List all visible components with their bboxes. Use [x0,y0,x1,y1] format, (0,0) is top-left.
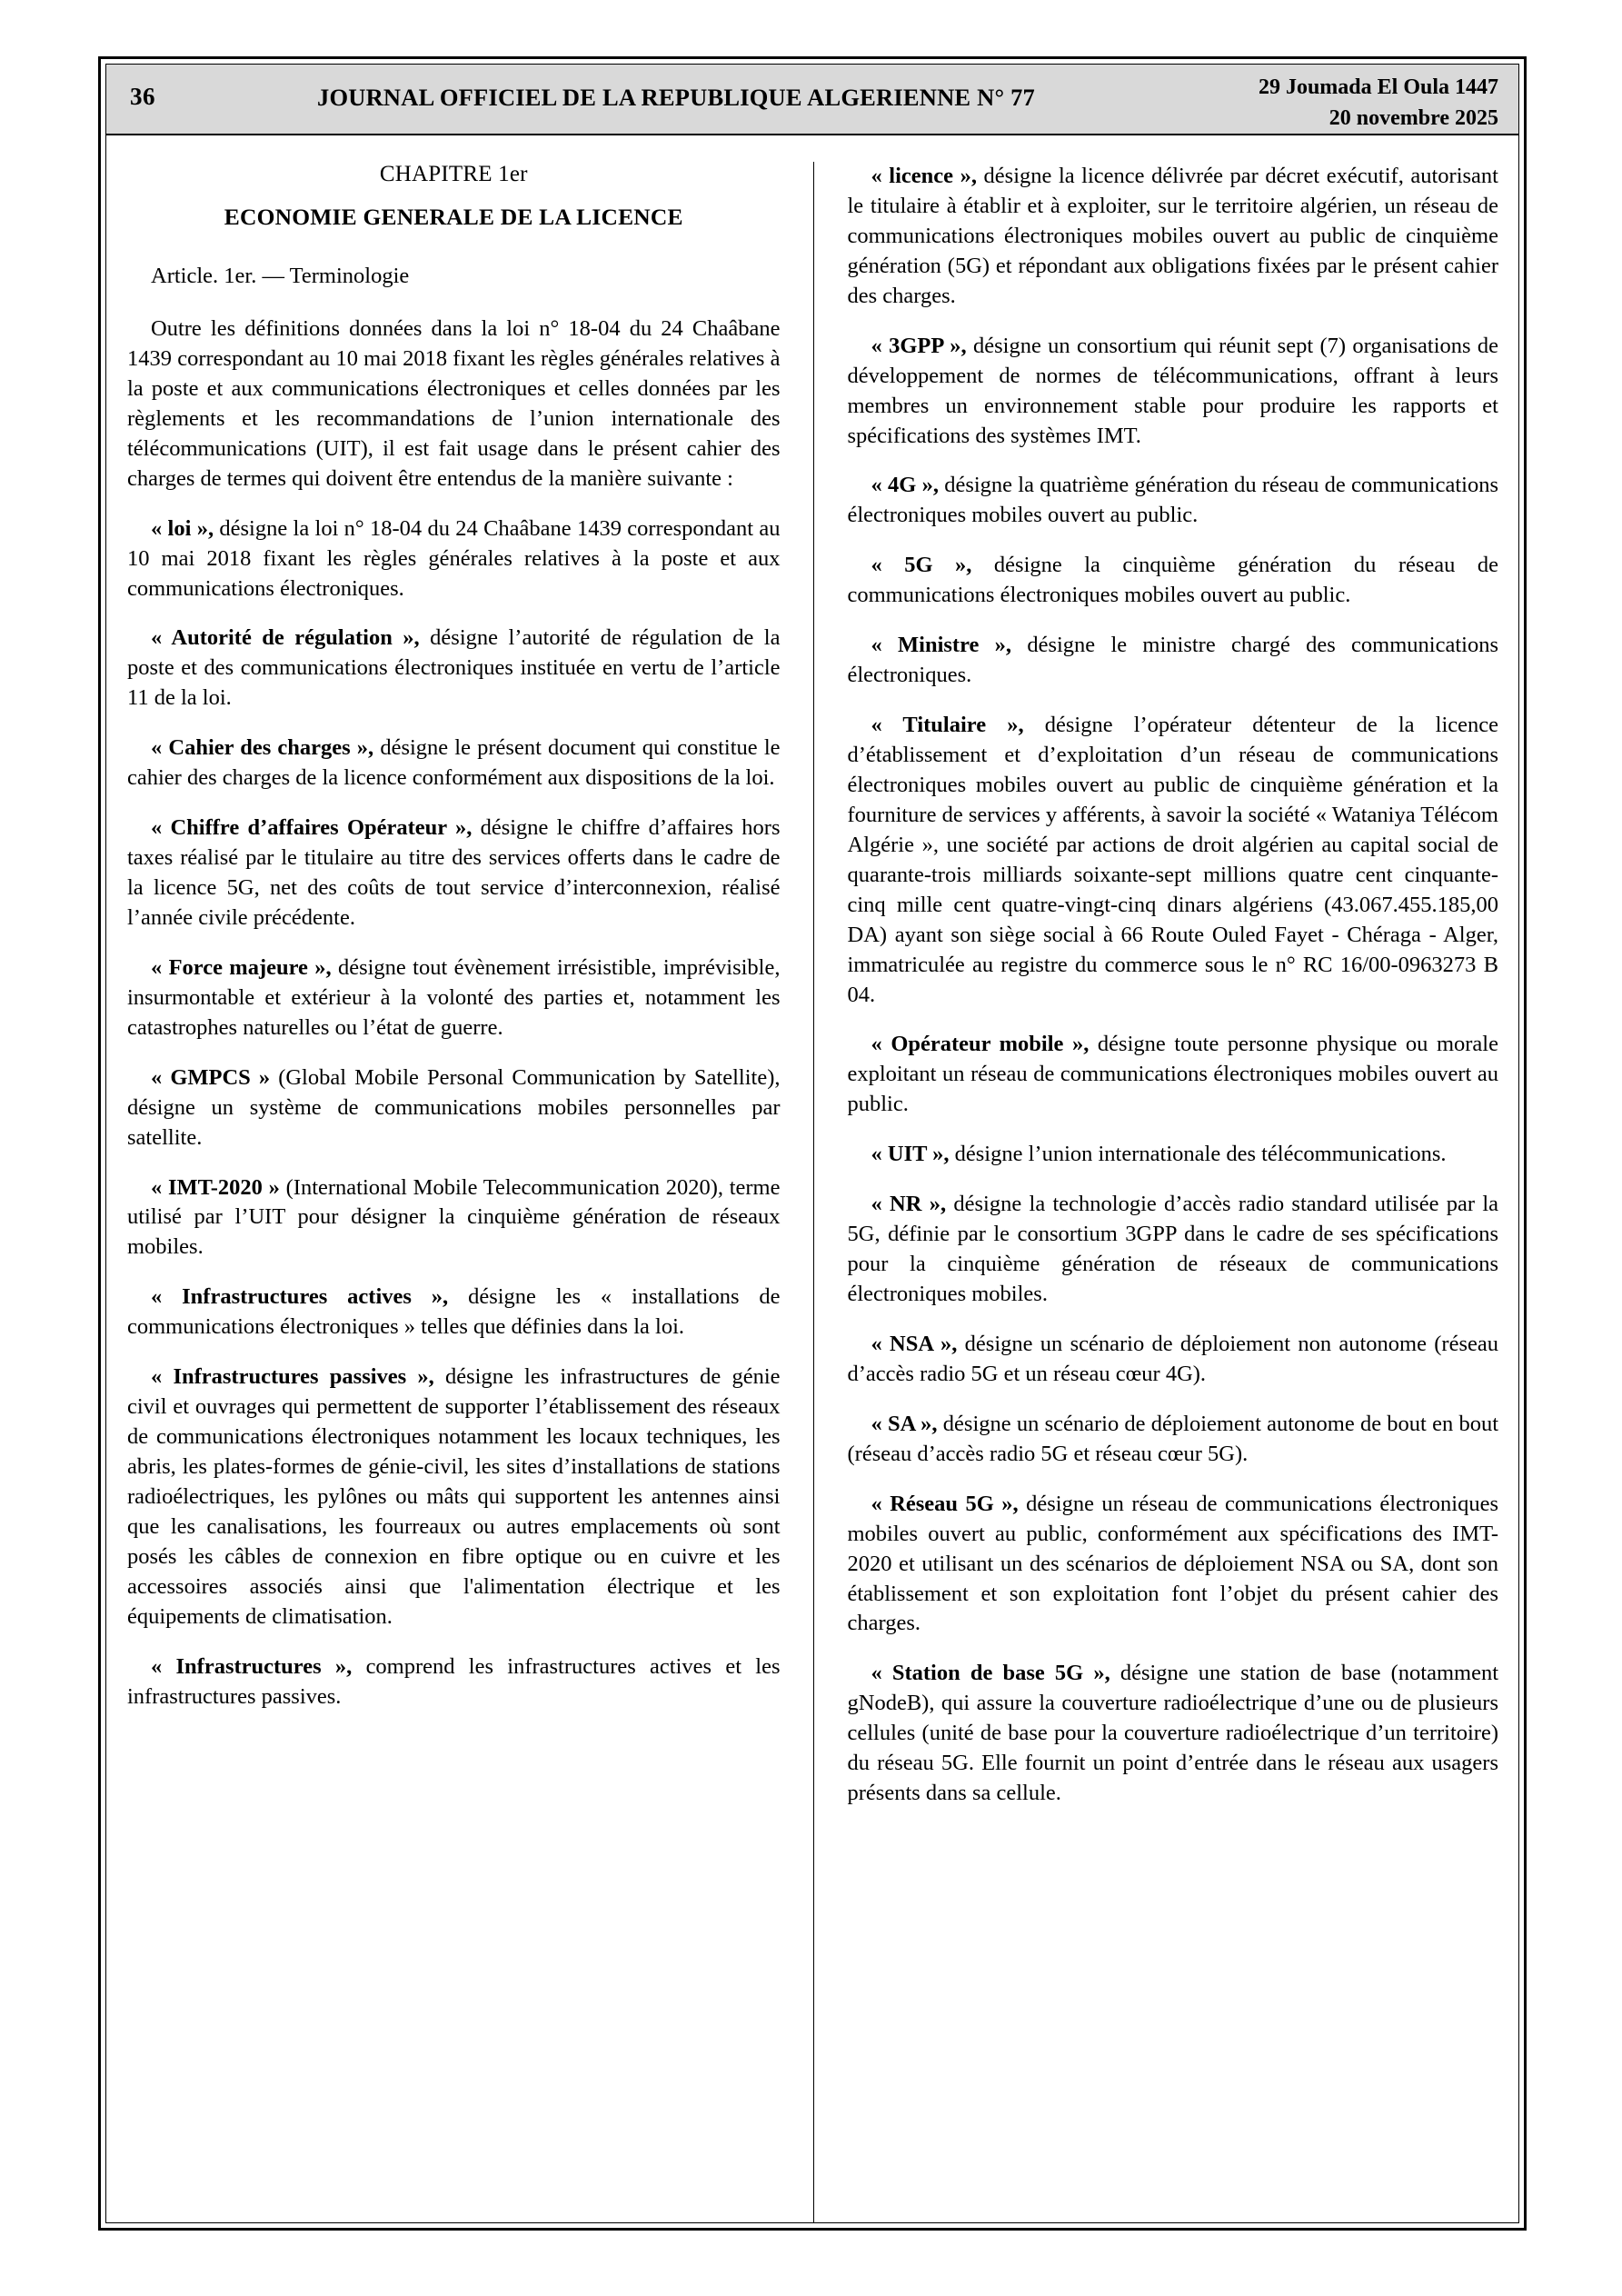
definition-term: « 4G », [871,473,939,498]
definition-paragraph [848,1140,1499,1170]
definition-term: « SA », [871,1411,938,1436]
definition-paragraph [848,1659,1499,1809]
definition-term: « loi », [151,515,214,541]
definition-paragraph [848,711,1499,1010]
definition-term: « Infrastructures », [151,1653,353,1679]
definition-paragraph [127,814,781,933]
definition-text: désigne toute personne physique ou morale exploitant un réseau de communications électroniques mobiles ouvert au public. [847,1032,1498,1117]
definition-term: « Titulaire », [871,713,1024,738]
definition-term: « Autorité de régulation », [151,625,420,651]
definition-text: désigne un scénario de déploiement non autonome (réseau d’accès radio 5G et un réseau cœur 4G). [847,1331,1498,1386]
definition-term: « Force majeure », [151,954,332,980]
journal-title: JOURNAL OFFICIEL DE LA REPUBLIQUE ALGERIENNE N° 77 [317,84,1035,111]
definition-term: « 3GPP », [871,333,967,358]
left-column [127,162,813,2212]
header-dates [1259,72,1498,134]
chapter-title: ECONOMIE GENERALE DE LA LICENCE [224,204,683,230]
date-gregorian: 20 novembre 2025 [1328,106,1498,131]
definition-paragraph [127,514,781,604]
definition-term: « Ministre », [871,633,1012,658]
page-content [127,162,1498,2212]
definition-text: désigne une station de base (notamment gNodeB), qui assure la couverture radioélectrique d’une ou de plusieurs cellules (unité de base pour la couverture radioélectrique d’un territoire) du réseau 5G. Elle fournit un point d’entrée dans le réseau aux usagers présents dans sa cellule. [847,1661,1499,1806]
definition-paragraph [127,1283,781,1343]
definition-paragraph [848,551,1499,611]
definition-paragraph [848,1410,1499,1470]
definition-text: désigne le chiffre d’affaires hors taxes réalisé par le titulaire au titre des services offerts dans le cadre de la licence 5G, net des coûts de tout service d’interconnexion, réalisé l’année civile précédente. [127,815,781,930]
definition-text: (International Mobile Telecommunication 2020), terme utilisé par l’UIT pour désigner la cinquième génération de réseaux mobiles. [127,1174,781,1260]
definition-paragraph [848,631,1499,691]
definition-paragraph [848,471,1499,531]
definition-text: désigne la technologie d’accès radio standard utilisée par la 5G, définie par le consortium 3GPP dans le cadre de ses spécifications pour la cinquième génération de réseaux de communications électroniques mobiles. [847,1192,1498,1306]
date-hijri: 29 Joumada El Oula 1447 [1258,75,1498,99]
definition-term: « 5G », [871,553,972,578]
definition-paragraph [848,1030,1499,1120]
definition-text: désigne les « installations de communications électroniques » telles que définies dans la loi. [127,1284,781,1340]
article-heading: Article. 1er. — Terminologie [151,264,410,288]
definition-text: désigne l’union internationale des télécommunications. [949,1142,1447,1167]
definition-term: « Infrastructures actives », [151,1284,449,1310]
definition-term: « Station de base 5G », [871,1661,1110,1686]
definition-term: « Infrastructures passives », [151,1364,434,1390]
definition-text: désigne un réseau de communications électroniques mobiles ouvert au public, conformément aux spécifications des IMT-2020 et utilisant un des scénarios de déploiement NSA ou SA, dont son établissement et son exploitation font l’objet du présent cahier des charges. [847,1491,1498,1636]
definition-paragraph [127,1652,781,1712]
definition-term: « licence », [871,164,977,188]
definition-text: désigne la quatrième génération du réseau de communications électroniques mobiles ouvert au public. [847,473,1498,528]
definition-term: « GMPCS » [151,1064,271,1090]
definition-text: désigne un consortium qui réunit sept (7) organisations de développement de normes de télécommunications, offrant à leurs membres un environnement stable pour produire les rapports et spécifications des systèmes IMT. [847,333,1498,448]
definition-paragraph [127,734,781,794]
page-number: 36 [130,83,155,110]
definition-term: « NR », [871,1192,947,1217]
definition-term: « UIT », [871,1142,950,1167]
definition-paragraph [127,1363,781,1632]
definition-term: « Chiffre d’affaires Opérateur », [151,815,473,841]
intro-paragraph: Outre les définitions données dans la loi n° 18-04 du 24 Chaâbane 1439 correspondant au 10 mai 2018 fixant les règles générales relatives à la poste et aux communications électroniques et celles données par les règlements et les recommandations de l’union internationale des télécommunications (UIT), il est fait usage dans le présent cahier des charges de termes qui doivent être entendus de la manière suivante : [127,316,781,491]
definition-text: désigne le présent document qui constitue le cahier des charges de la licence conformément aux dispositions de la loi. [127,735,781,791]
definition-text: (Global Mobile Personal Communication by Satellite), désigne un système de communications mobiles personnelles par satellite. [127,1064,781,1150]
definition-text: désigne la cinquième génération du réseau de communications électroniques mobiles ouvert au public. [847,553,1498,608]
definition-term: « IMT-2020 » [151,1174,280,1200]
definition-paragraph [127,953,781,1043]
page-header [106,65,1518,135]
definition-text: comprend les infrastructures actives et les infrastructures passives. [127,1653,781,1709]
definition-paragraph [127,1173,781,1263]
definition-text: désigne tout évènement irrésistible, imprévisible, insurmontable et extérieur à la volonté des parties et, notamment les catastrophes naturelles ou l’état de guerre. [127,954,781,1040]
definition-paragraph [848,1330,1499,1390]
right-definitions-list [848,162,1499,1809]
definition-paragraph [848,162,1499,312]
definition-text: désigne la loi n° 18-04 du 24 Chaâbane 1439 correspondant au 10 mai 2018 fixant les règles générales relatives à la poste et aux communications électroniques. [127,515,781,601]
chapter-label: CHAPITRE 1er [379,162,528,186]
definition-text: désigne l’opérateur détenteur de la licence d’établissement et d’exploitation d’un réseau de communications électroniques mobiles ouvert au public de cinquième génération et la fourniture de services y afférents, à savoir la société « Wataniya Télécom Algérie », une société par actions de droit algérien au capital social de quarante-trois milliards soixante-sept millions quatre cent cinquante-cinq mille cent quatre-vingt-cinq dinars algériens (43.067.455.185,00 DA) ayant son siège social à 66 Route Ouled Fayet - Chéraga - Alger, immatriculée au registre du commerce sous le n° RC 16/00-0963273 B 04. [847,713,1498,1007]
definition-text: désigne la licence délivrée par décret exécutif, autorisant le titulaire à établir et à exploiter, sur le territoire algérien, un réseau de communications électroniques mobiles ouvert au public de cinquième génération (5G) et répondant aux obligations fixées par le présent cahier des charges. [847,164,1498,308]
definition-text: désigne l’autorité de régulation de la poste et des communications électroniques instituée en vertu de l’article 11 de la loi. [127,625,781,711]
definition-paragraph [848,1490,1499,1640]
definition-text: désigne un scénario de déploiement autonome de bout en bout (réseau d’accès radio 5G et réseau cœur 5G). [847,1411,1499,1466]
definition-paragraph [127,624,781,714]
definition-term: « Opérateur mobile », [871,1032,1090,1057]
definition-term: « NSA », [871,1331,958,1356]
definition-term: « Cahier des charges », [151,735,374,761]
definition-paragraph [848,1190,1499,1310]
definition-text: désigne les infrastructures de génie civil et ouvrages qui permettent de supporter l’établissement des réseaux de communications électroniques notamment les locaux techniques, les abris, les plates-formes de génie-civil, les sites d’installations de stations radioélectriques, les pylônes ou mâts qui supportent les antennes ainsi que les canalisations, les fourreaux ou autres emplacements où sont posés les câbles de connexion en fibre optique ou en cuivre et les accessoires associés ainsi que l'alimentation électrique et les équipements de climatisation. [127,1364,781,1629]
right-column [813,162,1499,2212]
definition-paragraph [127,1063,781,1153]
definition-term: « Réseau 5G », [871,1491,1019,1516]
definition-paragraph [848,332,1499,452]
left-definitions-list [127,514,781,1712]
definition-text: désigne le ministre chargé des communications électroniques. [847,633,1498,688]
